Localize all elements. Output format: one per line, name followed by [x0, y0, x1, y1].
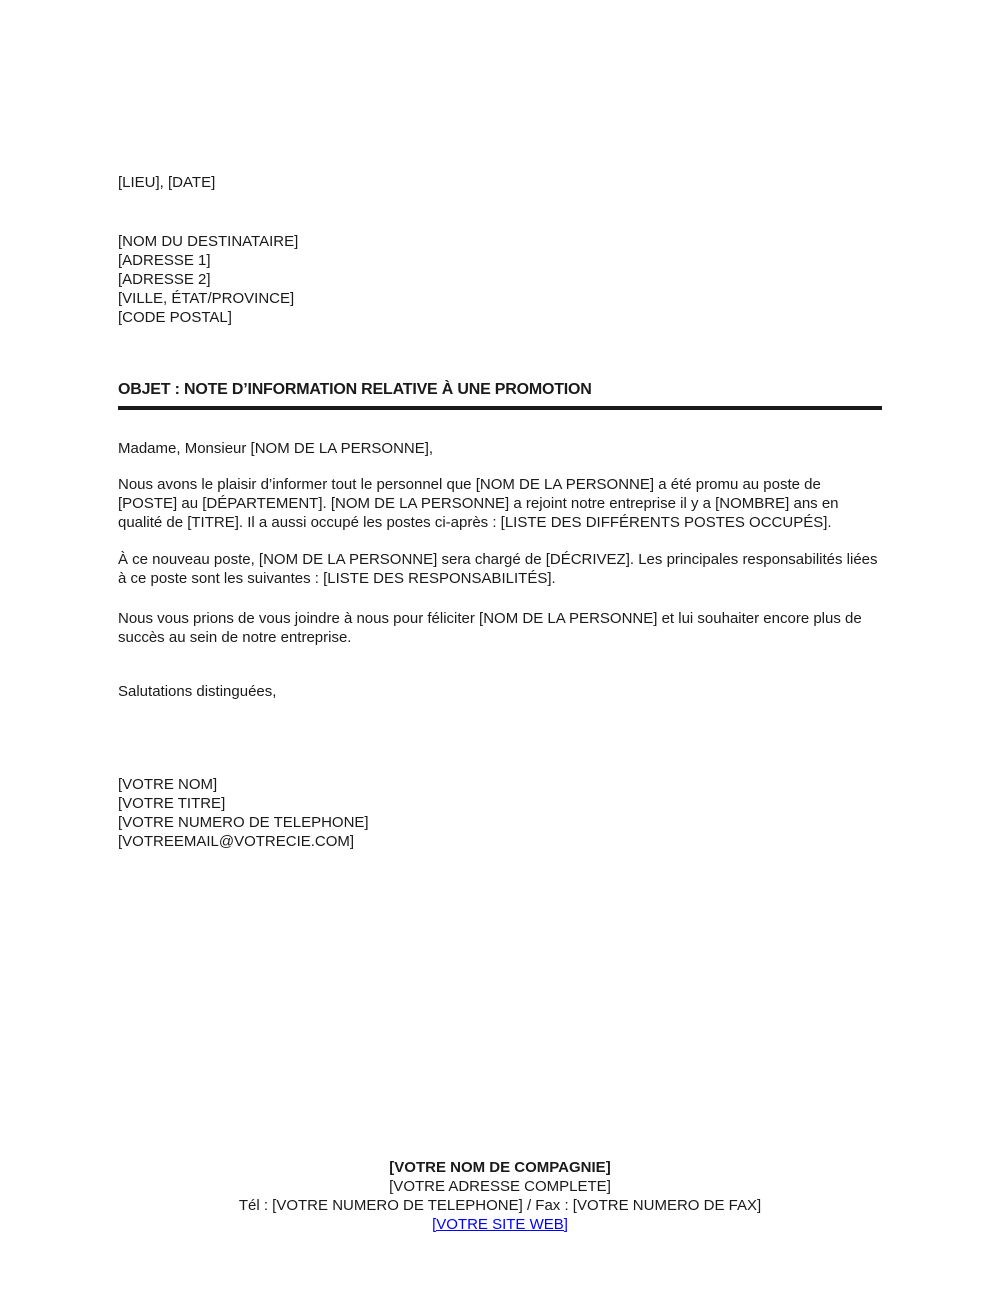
- recipient-address-1: [ADRESSE 1]: [118, 252, 211, 269]
- letter-body: [118, 173, 882, 851]
- body-paragraph-3: Nous vous prions de vous joindre à nous pour féliciter [NOM DE LA PERSONNE] et lui souhaiter encore plus de succès au sein de notre entreprise.: [118, 610, 862, 646]
- recipient-address-2: [ADRESSE 2]: [118, 271, 211, 288]
- sender-name: [VOTRE NOM]: [118, 776, 218, 793]
- sender-email: [VOTREEMAIL@VOTRECIE.COM]: [118, 833, 355, 850]
- salutation: Madame, Monsieur [NOM DE LA PERSONNE],: [118, 440, 434, 457]
- recipient-name: [NOM DU DESTINATAIRE]: [118, 233, 299, 250]
- recipient-postal-code: [CODE POSTAL]: [118, 309, 232, 326]
- sender-phone: [VOTRE NUMERO DE TELEPHONE]: [118, 814, 369, 831]
- body-paragraph-2: À ce nouveau poste, [NOM DE LA PERSONNE] sera chargé de [DÉCRIVEZ]. Les principales responsabilités liées à ce poste sont les suivantes : [LISTE DES RESPONSABILITÉS].: [118, 551, 878, 587]
- signature-block: [118, 775, 882, 851]
- recipient-block: [118, 232, 882, 327]
- footer-company-name: [VOTRE NOM DE COMPAGNIE]: [389, 1159, 611, 1176]
- footer-address: [VOTRE ADRESSE COMPLETE]: [389, 1178, 611, 1195]
- footer-phone-fax: Tél : [VOTRE NUMERO DE TELEPHONE] / Fax : [VOTRE NUMERO DE FAX]: [238, 1197, 762, 1214]
- body-paragraph-1: Nous avons le plaisir d’informer tout le personnel que [NOM DE LA PERSONNE] a été promu au poste de [POSTE] au [DÉPARTEMENT]. [NOM DE LA PERSONNE] a rejoint notre entreprise il y a [NOMBRE] ans en qualité de [TITRE]. Il a aussi occupé les postes ci-après : [LISTE DES DIFFÉRENTS POSTES OCCUPÉS].: [118, 476, 839, 531]
- closing-line: Salutations distinguées,: [118, 683, 277, 700]
- subject-heading: OBJET : NOTE D’INFORMATION RELATIVE À UNE PROMOTION: [118, 381, 592, 398]
- website-link[interactable]: [VOTRE SITE WEB]: [432, 1216, 568, 1233]
- date-line: [LIEU], [DATE]: [118, 174, 216, 191]
- divider-rule: [118, 406, 882, 410]
- recipient-city-state: [VILLE, ÉTAT/PROVINCE]: [118, 290, 295, 307]
- letter-footer: [0, 1158, 1000, 1234]
- sender-title: [VOTRE TITRE]: [118, 795, 226, 812]
